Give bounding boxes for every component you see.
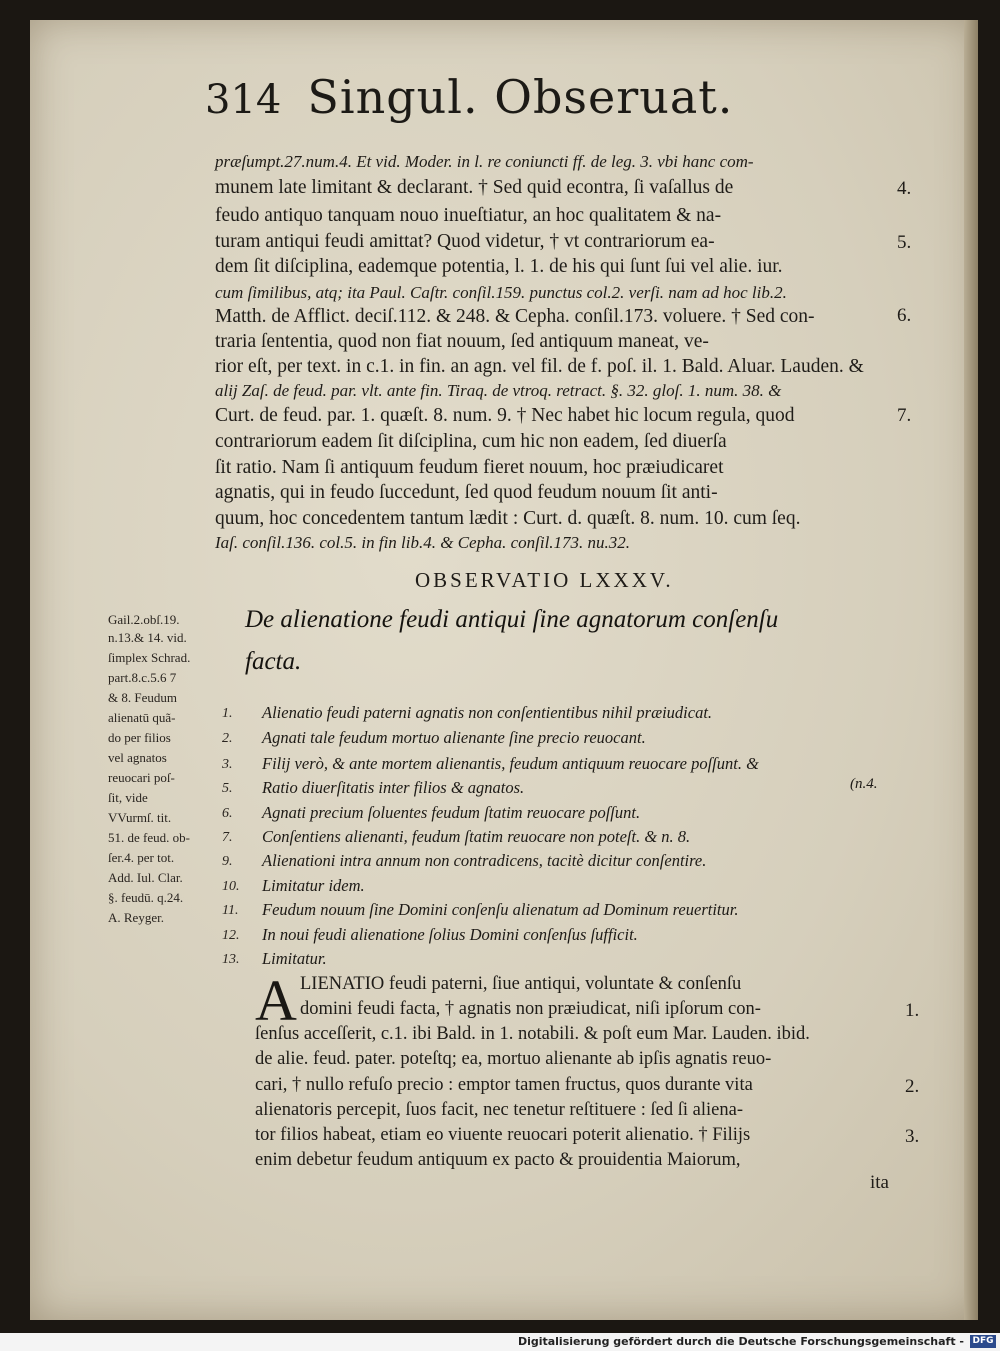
- summary-number: 3.: [222, 757, 233, 772]
- body-line: Iaſ. conſil.136. col.5. in fin lib.4. & Cepha. conſil.173. nu.32.: [215, 533, 631, 552]
- summary-item: Feudum nouum ſine Domini conſenſu alienatum ad Dominum reuertitur.: [262, 900, 739, 919]
- drop-cap: A: [255, 968, 297, 1033]
- body-line: Matth. de Afflict. deciſ.112. & 248. & Cepha. conſil.173. voluere. † Sed con-: [215, 306, 815, 327]
- margin-note-line: Add. Iul. Clar.: [108, 870, 183, 885]
- body-line: LIENATIO feudi paterni, ſiue antiqui, voluntate & conſenſu: [300, 974, 742, 994]
- summary-number: 12.: [222, 928, 240, 943]
- body-line: munem late limitant & declarant. † Sed quid econtra, ſi vaſallus de: [215, 177, 734, 198]
- margin-note-line: A. Reyger.: [108, 910, 164, 925]
- body-line: contrariorum eadem ſit diſciplina, cum hic non eadem, ſed diuerſa: [215, 431, 727, 452]
- body-line: cari, † nullo refuſo precio : emptor tamen fructus, quos durante vita: [255, 1075, 753, 1095]
- body-line: alij Zaſ. de feud. par. vlt. ante fin. Tiraq. de vtroq. retract. §. 32. gloſ. 1. num. 38. &: [215, 381, 782, 400]
- summary-number: 9.: [222, 854, 233, 869]
- body-line: feudo antiquo tanquam nouo inueſtiatur, an hoc qualitatem & na-: [215, 205, 722, 226]
- body-line: dem ſit diſciplina, eademque potentia, l. 1. de his qui ſunt ſui vel alie. iur.: [215, 256, 783, 277]
- margin-note-line: vel agnatos: [108, 750, 167, 765]
- summary-number: 2.: [222, 731, 233, 746]
- margin-note-line: & 8. Feudum: [108, 690, 177, 705]
- body-line: quum, hoc concedentem tantum lædit : Curt. d. quæſt. 8. num. 10. cum ſeq.: [215, 508, 801, 529]
- margin-note-line: do per filios: [108, 730, 171, 745]
- margin-note-line: reuocari poſ-: [108, 770, 175, 785]
- summary-number: 7.: [222, 830, 233, 845]
- body-line: alienatoris percepit, ſuos facit, nec tenetur reſtituere : ſed ſi aliena-: [255, 1100, 743, 1120]
- summary-item: Filij verò, & ante mortem alienantis, feudum antiquum reuocare poſſunt. &: [262, 754, 759, 773]
- margin-number: 5.: [897, 232, 912, 253]
- summary-item: Limitatur idem.: [262, 876, 365, 895]
- body-line: præſumpt.27.num.4. Et vid. Moder. in l. re coniuncti ff. de leg. 3. vbi hanc com-: [215, 152, 754, 171]
- summary-aside: (n.4.: [850, 776, 878, 792]
- footer-bar: [0, 1333, 1000, 1351]
- margin-number: 3.: [905, 1126, 920, 1147]
- summary-number: 13.: [222, 952, 240, 967]
- body-line: rior eſt, per text. in c.1. in fin. an agn. vel fil. de f. poſ. il. 1. Bald. Aluar. Lauden. &: [215, 356, 864, 377]
- summary-number: 5.: [222, 781, 233, 796]
- body-line: enim debetur feudum antiquum ex pacto & prouidentia Maiorum,: [255, 1150, 741, 1170]
- margin-note-line: ſit, vide: [108, 790, 148, 805]
- summary-item: Alienatio feudi paterni agnatis non conſentientibus nihil præiudicat.: [262, 703, 713, 722]
- margin-number: 6.: [897, 305, 912, 326]
- margin-note-line: part.8.c.5.6 7: [108, 670, 177, 685]
- summary-number: 1.: [222, 706, 233, 721]
- margin-number: 1.: [905, 1000, 920, 1021]
- body-line: ſenſus acceſſerit, c.1. ibi Bald. in 1. notabili. & poſt eum Mar. Lauden. ibid.: [255, 1024, 810, 1044]
- summary-item: Alienationi intra annum non contradicens, tacitè dicitur conſentire.: [262, 851, 707, 870]
- page-gutter: [964, 20, 978, 1320]
- margin-note-line: §. feudū. q.24.: [108, 890, 184, 905]
- margin-note-line: Gail.2.obſ.19.: [108, 612, 180, 627]
- dfg-logo[interactable]: DFG: [970, 1335, 996, 1348]
- running-title: Singul. Obseruat.: [307, 70, 734, 124]
- body-line: Curt. de feud. par. 1. quæſt. 8. num. 9. † Nec habet hic locum regula, quod: [215, 405, 795, 426]
- section-title: De alienatione feudi antiqui ſine agnatorum conſenſu: [245, 606, 779, 633]
- summary-item: Ratio diuerſitatis inter filios & agnatos.: [262, 778, 525, 797]
- catchword: ita: [870, 1172, 889, 1193]
- margin-note-line: ſer.4. per tot.: [108, 850, 175, 865]
- observatio-heading: OBSERVATIO LXXXV.: [415, 568, 674, 592]
- section-title: facta.: [245, 648, 302, 675]
- summary-number: 11.: [222, 903, 239, 918]
- margin-number: 4.: [897, 178, 912, 199]
- footer-credit: Digitalisierung gefördert durch die Deutsche Forschungsgemeinschaft -: [517, 1335, 964, 1348]
- summary-item: Agnati tale feudum mortuo alienante ſine precio reuocant.: [262, 728, 646, 747]
- body-line: cum ſimilibus, atq; ita Paul. Caſtr. conſil.159. punctus col.2. verſi. nam ad hoc lib.2.: [215, 283, 787, 302]
- body-line: tor filios habeat, etiam eo viuente reuocari poterit alienatio. † Filijs: [255, 1125, 751, 1145]
- summary-number: 10.: [222, 879, 240, 894]
- body-line: traria ſententia, quod non fiat nouum, ſed antiquum maneat, ve-: [215, 331, 709, 352]
- summary-item: Limitatur.: [262, 949, 327, 968]
- margin-note-line: VVurmſ. tit.: [108, 810, 172, 825]
- margin-number: 2.: [905, 1076, 920, 1097]
- margin-note-line: n.13.& 14. vid.: [108, 630, 187, 645]
- summary-number: 6.: [222, 806, 233, 821]
- body-line: domini feudi facta, † agnatis non præiudicat, niſi ipſorum con-: [300, 999, 761, 1019]
- page-number: 314: [205, 77, 282, 123]
- body-line: agnatis, qui in feudo ſuccedunt, ſed quod feudum nouum ſit anti-: [215, 482, 718, 503]
- margin-number: 7.: [897, 405, 912, 426]
- body-line: de alie. feud. pater. poteſtq; ea, mortuo alienante ab ipſis agnatis reuo-: [255, 1049, 772, 1069]
- margin-note-line: alienatū quã-: [108, 710, 176, 725]
- summary-item: In noui feudi alienatione ſolius Domini conſenſus ſufficit.: [262, 925, 638, 944]
- margin-note-line: 51. de feud. ob-: [108, 830, 190, 845]
- margin-note-line: ſimplex Schrad.: [108, 650, 191, 665]
- body-line: turam antiqui feudi amittat? Quod videtur, † vt contrariorum ea-: [215, 231, 715, 252]
- body-line: ſit ratio. Nam ſi antiquum feudum fieret nouum, hoc præiudicaret: [215, 457, 724, 478]
- summary-item: Agnati precium ſoluentes feudum ſtatim reuocare poſſunt.: [262, 803, 641, 822]
- summary-item: Conſentiens alienanti, feudum ſtatim reuocare non poteſt. & n. 8.: [262, 827, 691, 846]
- page-header: [205, 70, 733, 124]
